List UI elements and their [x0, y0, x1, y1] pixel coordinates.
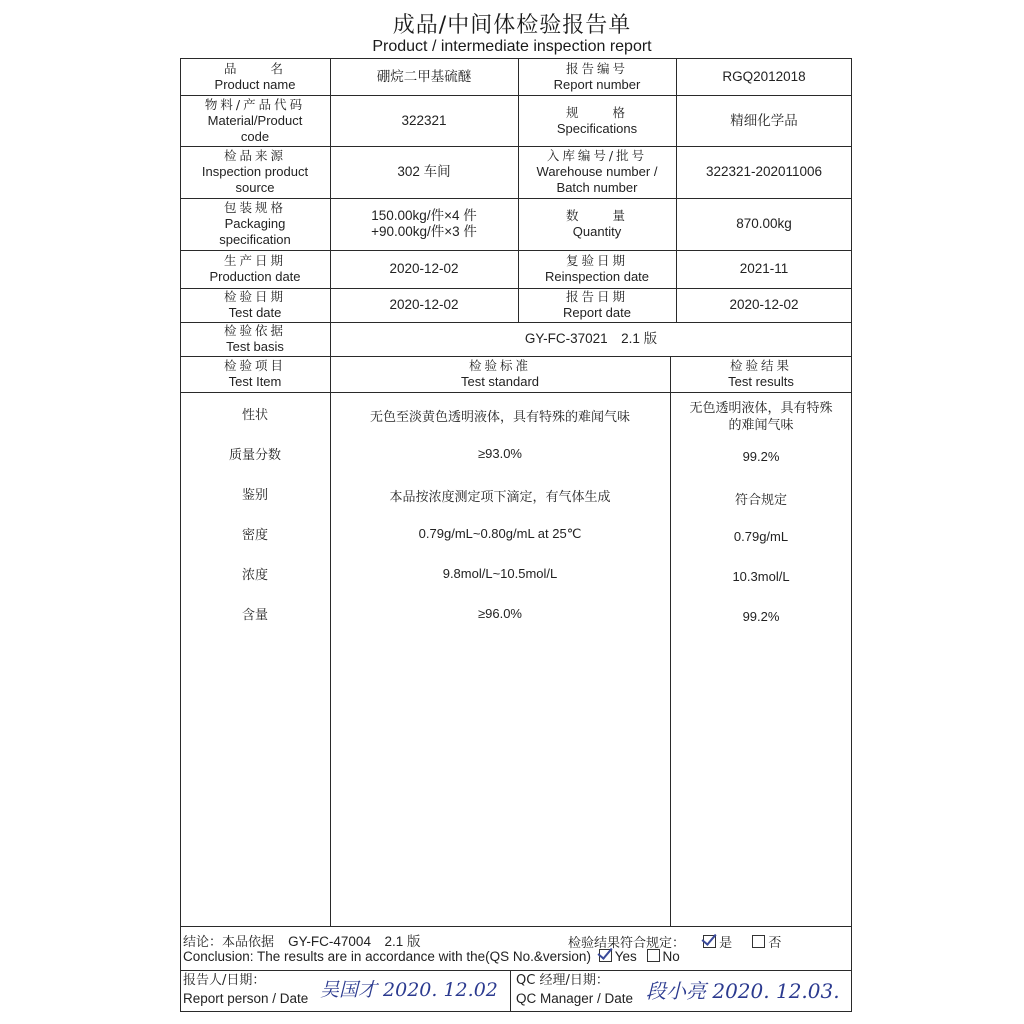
report-title-zh: 成品/中间体检验报告单: [392, 13, 632, 38]
test-standard: ≥93.0%: [478, 446, 522, 461]
test-item: 密度: [241, 528, 268, 543]
label-reinspection-date: 复验日期 Reinspection date: [544, 253, 650, 284]
column-header-item: 检验项目 Test Item: [223, 358, 286, 389]
label-inspection-source: 检品来源 Inspection product source: [201, 148, 309, 195]
checkbox-yes-en[interactable]: Yes: [599, 949, 637, 964]
value-report-date: 2020-12-02: [729, 297, 799, 312]
label-product-name: 品 名 Product name: [214, 60, 296, 92]
label-test-date: 检验日期 Test date: [223, 289, 286, 320]
test-result: 无色透明液体，具有特殊 的难闻气味: [689, 401, 833, 433]
test-standard: 0.79g/mL~0.80g/mL at 25℃: [418, 526, 582, 541]
label-report-date: 报告日期 Report date: [563, 289, 631, 320]
value-quantity: 870.00kg: [736, 216, 792, 231]
label-specifications: 规 格 Specifications: [556, 104, 638, 136]
conclusion-zh: 结论：本品依据 GY-FC-47004 2.1 版: [183, 934, 421, 950]
checkbox-no-en[interactable]: No: [647, 949, 680, 964]
qc-manager-label: QC 经理/日期： QC Manager / Date: [516, 973, 634, 1006]
test-result: 符合规定: [734, 493, 787, 508]
label-quantity: 数 量 Quantity: [565, 208, 628, 239]
value-specifications: 精细化学品: [730, 112, 798, 128]
inspection-table: [180, 58, 852, 1012]
test-result: 0.79g/mL: [733, 529, 789, 544]
test-result: 99.2%: [742, 609, 780, 624]
value-reinspection-date: 2021-11: [739, 261, 789, 276]
test-item: 含量: [241, 608, 268, 623]
column-header-results: 检验结果 Test results: [728, 358, 794, 389]
value-inspection-source: 302 车间: [397, 164, 451, 179]
value-report-number: RGQ2012018: [722, 68, 806, 84]
label-batch-number: 入库编号/批号 Warehouse number / Batch number: [536, 148, 658, 195]
value-material-code: 322321: [401, 112, 447, 128]
value-product-name: 硼烷二甲基硫醚: [376, 68, 472, 84]
test-result: 10.3mol/L: [732, 569, 790, 584]
value-test-date: 2020-12-02: [389, 297, 459, 312]
test-standard: 无色至淡黄色透明液体，具有特殊的难闻气味: [369, 410, 630, 425]
reporter-signature: 吴国才 2020. 12.02: [320, 979, 498, 1001]
test-item: 质量分数: [228, 448, 281, 463]
test-standard: 本品按浓度测定项下滴定，有气体生成: [389, 490, 611, 505]
value-test-basis: GY-FC-37021 2.1 版: [524, 331, 658, 346]
label-report-number: 报告编号 Report number: [553, 60, 641, 92]
conclusion-compliance-zh: 检验结果符合规定： 是 否: [568, 936, 782, 951]
checkbox-yes-zh[interactable]: 是: [703, 936, 732, 951]
test-item: 性状: [241, 408, 268, 423]
label-production-date: 生产日期 Production date: [209, 253, 301, 284]
reporter-label: 报告人/日期： Report person / Date: [183, 973, 309, 1006]
conclusion-en: Conclusion: The results are in accordance with the(QS No.&version) Yes No: [183, 949, 680, 964]
test-result: 99.2%: [742, 449, 780, 464]
test-item: 浓度: [241, 568, 268, 583]
test-standard: ≥96.0%: [478, 606, 522, 621]
label-material-code: 物料/产品代码 Material/Product code: [204, 96, 306, 144]
label-packaging: 包装规格 Packaging specification: [219, 200, 291, 247]
value-batch-number: 322321-202011006: [705, 164, 823, 179]
value-production-date: 2020-12-02: [389, 261, 459, 276]
label-test-basis: 检验依据 Test basis: [223, 323, 286, 354]
checkbox-no-zh[interactable]: 否: [752, 936, 781, 951]
test-item: 鉴别: [241, 488, 268, 503]
value-packaging: 150.00kg/件×4 件 +90.00kg/件×3 件: [371, 208, 477, 239]
report-title-en: Product / intermediate inspection report: [372, 38, 652, 55]
qc-manager-signature: 段小亮 2020. 12.03.: [646, 979, 840, 1003]
column-header-standard: 检验标准 Test standard: [460, 358, 540, 389]
test-standard: 9.8mol/L~10.5mol/L: [442, 566, 558, 581]
